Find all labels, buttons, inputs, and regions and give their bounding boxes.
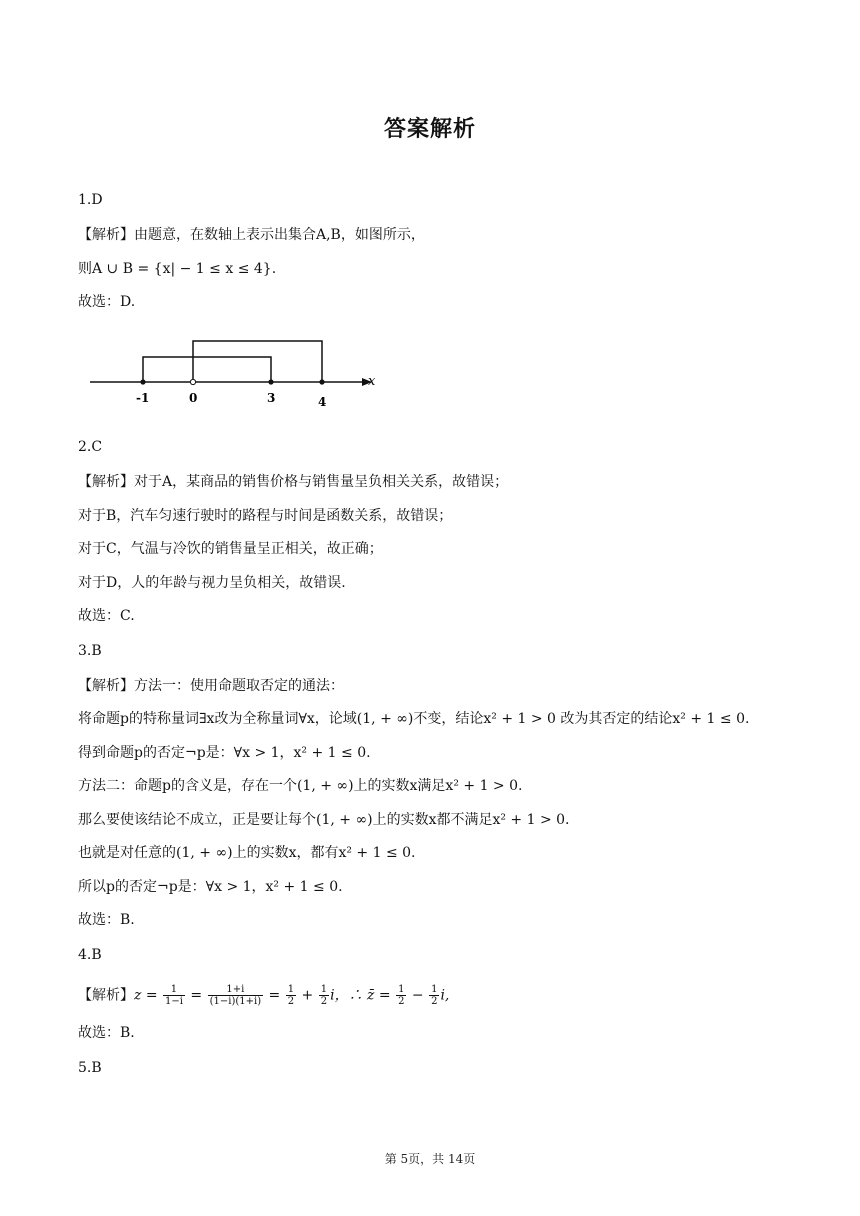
tick-label-3: 3 [267, 391, 276, 405]
q4-solution-formula: 【解析】z = $\frac{1}{1-i}$ = $\frac{1+i}{(1-i)(1+i)}$ = $\frac{1}{2}$ + $\frac{1}{2}$ i，∴ z̄ = $\frac{1}{2}$ − $\frac{1}{2}$ i, [78, 984, 450, 1007]
text-line: 5.B [78, 1060, 102, 1076]
text-line: 对于D，人的年龄与视力呈负相关，故错误. [78, 575, 346, 591]
text-line: 故选：C. [78, 608, 135, 624]
text-line: 3.B [78, 643, 102, 659]
text-line: 【解析】方法一：使用命题取否定的通法： [78, 678, 344, 694]
text-line: 将命题p的特称量词∃x改为全称量词∀x，论域(1, + ∞)不变，结论x² + 1 > 0 改为其否定的结论x² + 1 ≤ 0. [78, 711, 750, 727]
tick-label-4: 4 [318, 395, 327, 409]
text-line: 故选：B. [78, 1025, 135, 1041]
text-line: 4.B [78, 947, 102, 963]
text-line: 【解析】对于A，某商品的销售价格与销售量呈负相关关系，故错误； [78, 474, 509, 490]
text-line: 对于C，气温与冷饮的销售量呈正相关，故正确； [78, 541, 383, 557]
text-line: 【解析】由题意，在数轴上表示出集合A,B，如图所示， [78, 227, 425, 243]
point-4 [319, 379, 324, 384]
text-line: 得到命题p的否定¬p是：∀x > 1，x² + 1 ≤ 0. [78, 745, 371, 761]
text-line: 对于B，汽车匀速行驶时的路程与时间是函数关系，故错误； [78, 508, 453, 524]
number-line-diagram [84, 334, 394, 414]
text-line: 那么要使该结论不成立，正是要让每个(1, + ∞)上的实数x都不满足x² + 1 > 0. [78, 812, 570, 828]
axis-label: x [368, 374, 376, 389]
point-3 [268, 379, 273, 384]
tick-label-neg1: -1 [136, 391, 150, 405]
text-line: 也就是对任意的(1, + ∞)上的实数x，都有x² + 1 ≤ 0. [78, 845, 416, 861]
point-0-open [190, 379, 195, 384]
tick-label-0: 0 [189, 391, 198, 405]
text-line: 2.C [78, 439, 103, 455]
text-line: 则A ∪ B = {x| − 1 ≤ x ≤ 4}. [78, 261, 277, 277]
text-line: 所以p的否定¬p是：∀x > 1，x² + 1 ≤ 0. [78, 879, 343, 895]
set-b-bracket [193, 341, 322, 382]
page-footer: 第 5页，共 14页 [384, 1152, 476, 1166]
point-neg1 [140, 379, 145, 384]
page-title: 答案解析 [383, 117, 476, 142]
text-line: 1.D [78, 192, 103, 208]
set-a-bracket [143, 357, 271, 382]
text-line: 故选：B. [78, 912, 135, 928]
text-line: 故选：D. [78, 294, 136, 310]
text-line: 方法二：命题p的含义是，存在一个(1, + ∞)上的实数x满足x² + 1 > 0. [78, 778, 523, 794]
